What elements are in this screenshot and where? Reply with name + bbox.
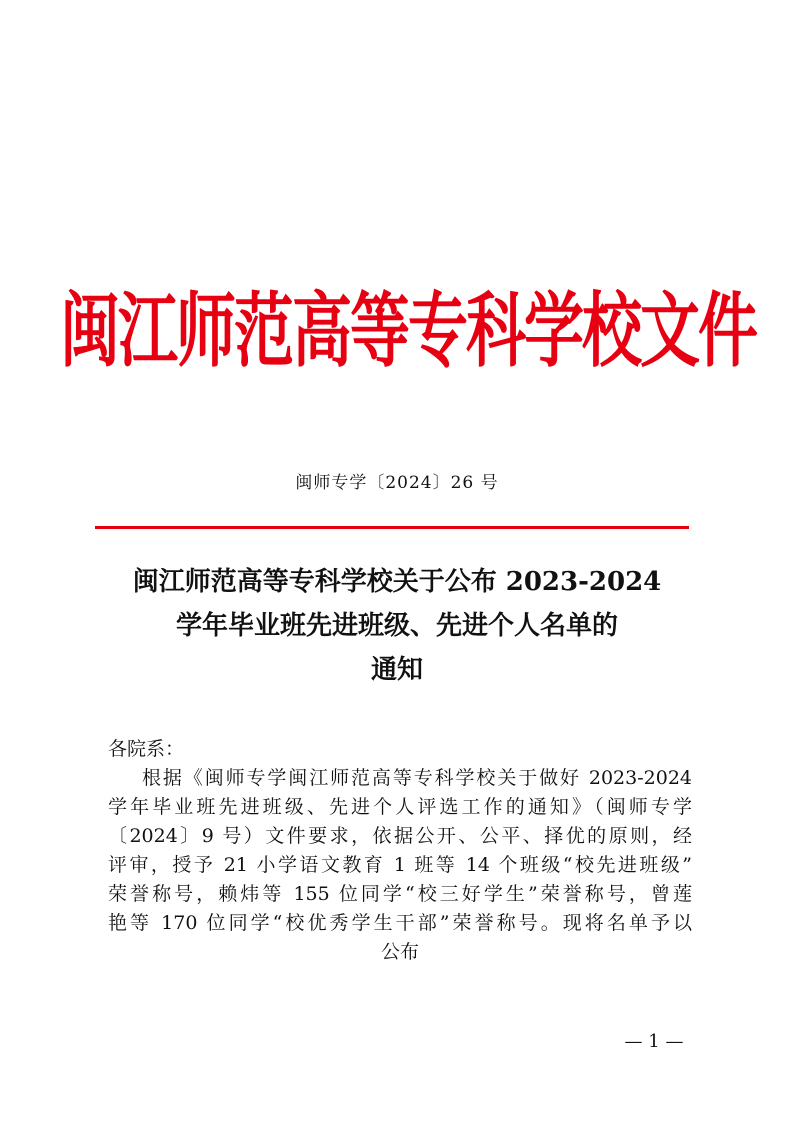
paragraph-line: 公布	[380, 941, 419, 963]
salutation: 各院系：	[108, 738, 185, 760]
notice-title-line: 闽江师范高等专科学校关于公布 2023-2024	[132, 567, 662, 597]
paragraph-line: 艳等 170 位同学“校优秀学生干部”荣誉称号。现将名单予以	[108, 912, 692, 934]
page-number: — 1 —	[624, 1031, 684, 1052]
paragraph-line: 〔2024〕9 号）文件要求，依据公开、公平、择优的原则，经	[108, 825, 692, 847]
document-number: 闽师专学〔2024〕26 号	[295, 473, 499, 493]
paragraph-line: 根据《闽师专学闽江师范高等专科学校关于做好 2023-2024	[142, 767, 692, 789]
notice-title	[80, 560, 714, 692]
paragraph-line: 评审，授予 21 小学语文教育 1 班等 14 个班级“校先进班级”	[108, 854, 692, 876]
paragraph-line: 荣誉称号，赖炜等 155 位同学“校三好学生”荣誉称号，曾莲	[108, 883, 692, 905]
notice-title-line: 学年毕业班先进班级、先进个人名单的	[175, 611, 618, 641]
notice-body	[108, 735, 692, 967]
notice-title-line: 通知	[370, 655, 423, 685]
red-divider-line	[95, 526, 689, 529]
paragraph-line: 学年毕业班先进班级、先进个人评选工作的通知》（闽师专学	[108, 796, 692, 818]
document-header-title: 闽江师范高等专科学校文件	[60, 284, 756, 380]
